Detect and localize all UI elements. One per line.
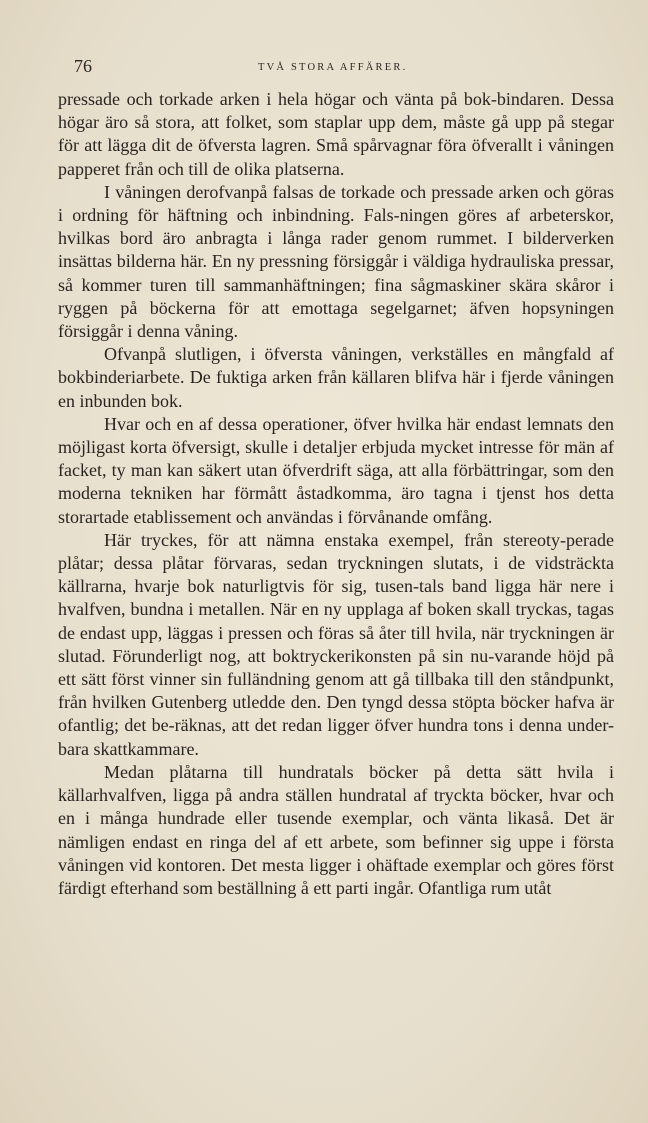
paragraph: Ofvanpå slutligen, i öfversta våningen, verkställes en mångfald af bokbinderiarbete. De fuktiga arken från källaren blifva här i fjerde våningen en inbunden bok.	[58, 344, 614, 411]
paragraph: Hvar och en af dessa operationer, öfver hvilka här endast lemnats den möjligast korta öfversigt, skulle i detaljer erbjuda mycket intresse för män af facket, ty man kan säkert utan öfverdrift säga, att alla förbättringar, som den moderna tekniken har förmått åstadkomma, äro tagna i tjenst hos detta storartade etablissement och användas i förvånande omfång.	[58, 413, 614, 527]
body-text	[58, 88, 614, 900]
paragraph: Medan plåtarna till hundratals böcker på detta sätt hvila i källarhvalfven, ligga på andra ställen hundratal af tryckta böcker, hvar och en i många hundrade eller tusende exemplar, och vänta likaså. Det är nämligen endast en ringa del af ett arbete, som befinner sig uppe i första våningen vid kontoren. Det mesta ligger i ohäftade exemplar och göres först färdigt efterhand som beställning å ett parti ingår. Ofantliga rum utåt	[58, 761, 614, 898]
page-number: 76	[74, 56, 92, 76]
paragraph: pressade och torkade arken i hela högar och vänta på bok-bindaren. Dessa högar äro så stora, att folket, som staplar upp dem, måste gå upp på stegar för att lägga dit de öfversta lagren. Små spårvagnar föra öfverallt i våningen papperet från och till de olika platserna.	[58, 89, 614, 179]
paragraph: I våningen derofvanpå falsas de torkade och pressade arken och göras i ordning för häftning och inbindning. Fals-ningen göres af arbeterskor, hvilkas bord äro anbragta i långa rader genom rummet. I bilderverken insättas bilderna här. En ny pressning försiggår i väldiga hydrauliska pressar, så kommer turen till sammanhäftningen; fina sågmaskiner skära skåror i ryggen på böckerna för att emottaga segelgarnet; äfven hopsyningen försiggår i denna våning.	[58, 181, 614, 342]
paragraph: Här tryckes, för att nämna enstaka exempel, från stereoty-perade plåtar; dessa plåtar förvaras, sedan tryckningen slutats, i de vidsträckta källrarna, hvarje bok naturligtvis för sig, tusen-tals band ligga här nere i hvalfven, bundna i metallen. När en ny upplaga af boken skall tryckas, tagas de endast upp, läggas i pressen och föras så åter till hvila, när tryckningen är slutad. Förunderligt nog, att boktryckerikonsten på sin nu-varande höjd på ett sätt först vinner sin fulländning genom att gå tillbaka till den ståndpunkt, från hvilken Gutenberg utledde den. Den tyngd dessa stöpta böcker hafva är ofantlig; det be-räknas, att det redan ligger öfver hundra tons i denna under-bara skattkammare.	[58, 529, 614, 759]
running-title: TVÅ STORA AFFÄRER.	[258, 62, 408, 73]
page-header	[58, 56, 614, 80]
